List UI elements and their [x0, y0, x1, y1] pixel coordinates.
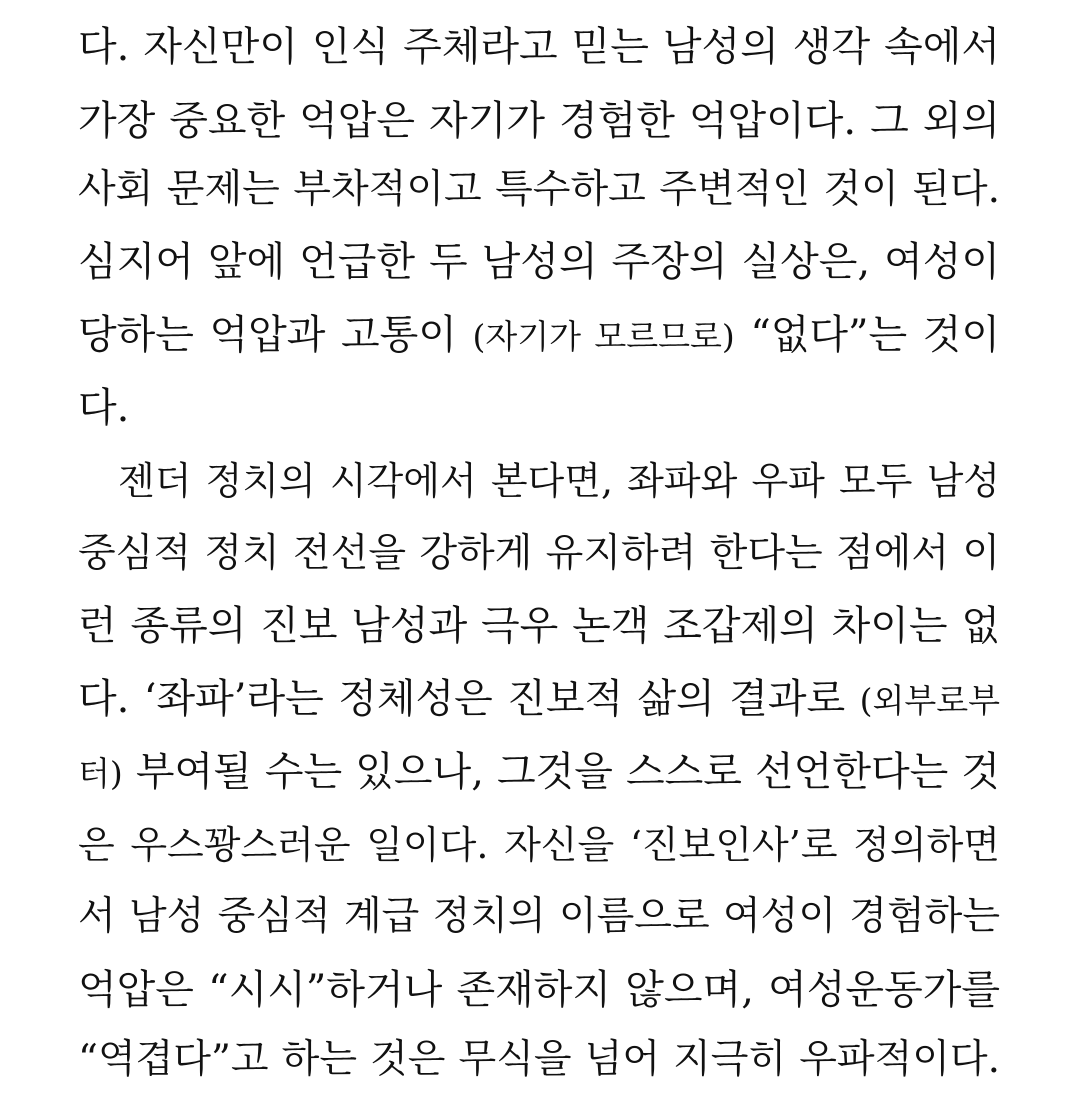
text-span: 심지어 앞에 언급한 두 남성의 주장의 실상은, 여성이 — [78, 239, 1000, 285]
text-line — [78, 820, 1000, 870]
text-span: 억압은 “시시”하거나 존재하지 않으며, 여성운동가를 — [78, 967, 1000, 1013]
text-line — [78, 892, 1000, 942]
text-span: 가장 중요한 억압은 자기가 경험한 억압이다. 그 외의 — [78, 98, 1000, 144]
text-line — [78, 747, 1000, 797]
text-line — [78, 965, 1000, 1015]
parenthetical-text: 터) — [78, 754, 123, 793]
text-span: 사회 문제는 부차적이고 특수하고 주변적인 것이 된다. — [78, 167, 1000, 212]
text-span: 다. 자신만이 인식 주체라고 믿는 남성의 생각 속에서 — [78, 24, 1000, 70]
text-line — [78, 310, 1000, 360]
text-line — [78, 383, 1000, 433]
text-span: 중심적 정치 전선을 강하게 유지하려 한다는 점에서 이 — [78, 531, 1000, 576]
text-span: 당하는 억압과 고통이 — [78, 312, 473, 358]
parenthetical-text: (자기가 모르므로) — [472, 317, 735, 356]
text-span: 서 남성 중심적 계급 정치의 이름으로 여성이 경험하는 — [78, 894, 1000, 939]
text-line — [78, 165, 1000, 215]
text-span: 부여될 수는 있으나, 그것을 스스로 선언한다는 것 — [122, 749, 1000, 795]
text-span: 은 우스꽝스러운 일이다. 자신을 ‘진보인사’로 정의하면 — [78, 823, 1000, 867]
text-line — [78, 529, 1000, 579]
text-span: 젠더 정치의 시각에서 본다면, 좌파와 우파 모두 남성 — [118, 459, 1000, 503]
text-span: 런 종류의 진보 남성과 극우 논객 조갑제의 차이는 없 — [78, 603, 1000, 649]
text-line — [78, 96, 1000, 146]
text-line — [78, 22, 1000, 72]
text-line — [118, 456, 1000, 506]
parenthetical-text: (외부로부 — [859, 681, 1000, 720]
text-line — [78, 1035, 1000, 1085]
text-span: 다. — [78, 385, 130, 431]
text-span: “없다”는 것이 — [734, 312, 1001, 358]
text-line — [78, 674, 1000, 724]
text-line — [78, 237, 1000, 287]
text-span: “역겹다”고 하는 것은 무식을 넘어 지극히 우파적이다. — [78, 1037, 1000, 1082]
text-line — [78, 601, 1000, 651]
text-span: 다. ‘좌파’라는 정체성은 진보적 삶의 결과로 — [78, 676, 860, 722]
